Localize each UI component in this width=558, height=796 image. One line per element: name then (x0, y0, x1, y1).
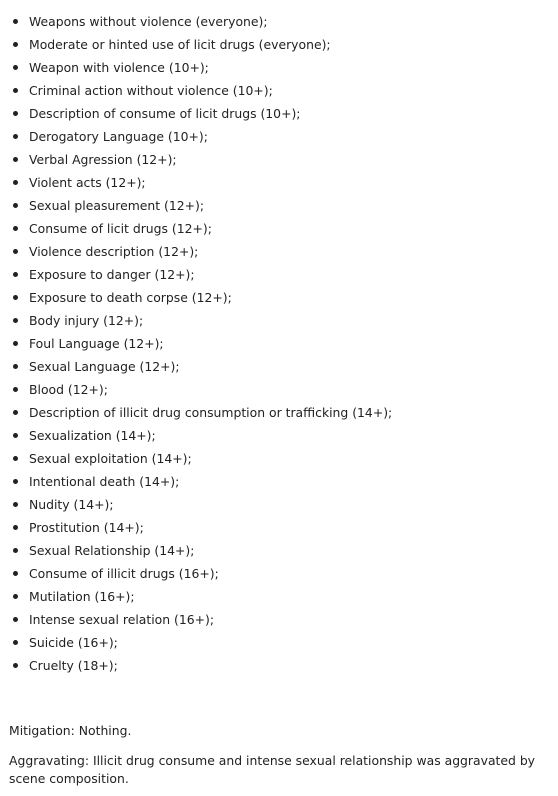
list-item-label: Criminal action without violence (10+); (29, 83, 273, 98)
list-item (13, 631, 550, 654)
list-item-label: Intentional death (14+); (29, 474, 180, 489)
list-item-label: Violent acts (12+); (29, 175, 146, 190)
bullet-icon (13, 249, 18, 254)
list-item (13, 447, 550, 470)
list-item-label: Foul Language (12+); (29, 336, 164, 351)
list-item (13, 33, 550, 56)
list-item-label: Consume of licit drugs (12+); (29, 221, 212, 236)
bullet-icon (13, 663, 18, 668)
list-item-label: Consume of illicit drugs (16+); (29, 566, 219, 581)
bullet-icon (13, 640, 18, 645)
list-item (13, 194, 550, 217)
bullet-icon (13, 180, 18, 185)
bullet-icon (13, 42, 18, 47)
bullet-icon (13, 410, 18, 415)
bullet-icon (13, 111, 18, 116)
list-item (13, 470, 550, 493)
list-item-label: Verbal Agression (12+); (29, 152, 177, 167)
list-item-label: Prostitution (14+); (29, 520, 144, 535)
bullet-icon (13, 387, 18, 392)
list-item (13, 148, 550, 171)
bullet-icon (13, 594, 18, 599)
list-item (13, 125, 550, 148)
bullet-icon (13, 318, 18, 323)
list-item-label: Description of illicit drug consumption or trafficking (14+); (29, 405, 393, 420)
content-area (0, 10, 550, 677)
mitigation-text: Mitigation: Nothing. (9, 723, 132, 738)
list-item (13, 401, 550, 424)
list-item (13, 56, 550, 79)
bullet-icon (13, 272, 18, 277)
bullet-icon (13, 65, 18, 70)
list-item (13, 286, 550, 309)
bullet-icon (13, 502, 18, 507)
list-item (13, 378, 550, 401)
bullet-icon (13, 433, 18, 438)
list-item-label: Weapon with violence (10+); (29, 60, 209, 75)
list-item-label: Description of consume of licit drugs (10+); (29, 106, 301, 121)
list-item (13, 608, 550, 631)
list-item-label: Sexual exploitation (14+); (29, 451, 192, 466)
list-item-label: Cruelty (18+); (29, 658, 118, 673)
list-item-label: Nudity (14+); (29, 497, 114, 512)
list-item-label: Intense sexual relation (16+); (29, 612, 215, 627)
bullet-icon (13, 295, 18, 300)
list-item (13, 355, 550, 378)
list-item-label: Exposure to danger (12+); (29, 267, 195, 282)
bullet-icon (13, 203, 18, 208)
list-item-label: Violence description (12+); (29, 244, 199, 259)
bullet-icon (13, 341, 18, 346)
list-item (13, 79, 550, 102)
list-item (13, 10, 550, 33)
list-item-label: Moderate or hinted use of licit drugs (everyone); (29, 37, 331, 52)
list-item (13, 493, 550, 516)
list-item-label: Blood (12+); (29, 382, 108, 397)
list-item-label: Sexual pleasurement (12+); (29, 198, 205, 213)
list-item (13, 217, 550, 240)
list-item-label: Mutilation (16+); (29, 589, 135, 604)
bullet-icon (13, 617, 18, 622)
bullet-icon (13, 134, 18, 139)
list-item-label: Suicide (16+); (29, 635, 118, 650)
list-item (13, 240, 550, 263)
list-item-label: Exposure to death corpse (12+); (29, 290, 232, 305)
list-item (13, 102, 550, 125)
content-descriptor-list (0, 10, 550, 677)
list-item-label: Derogatory Language (10+); (29, 129, 208, 144)
list-item-label: Sexual Relationship (14+); (29, 543, 195, 558)
list-item-label: Sexual Language (12+); (29, 359, 180, 374)
bullet-icon (13, 548, 18, 553)
list-item (13, 654, 550, 677)
bullet-icon (13, 88, 18, 93)
list-item (13, 516, 550, 539)
bullet-icon (13, 456, 18, 461)
list-item (13, 309, 550, 332)
bullet-icon (13, 479, 18, 484)
bullet-icon (13, 19, 18, 24)
list-item-label: Weapons without violence (everyone); (29, 14, 268, 29)
list-item-label: Sexualization (14+); (29, 428, 156, 443)
bullet-icon (13, 364, 18, 369)
list-item (13, 539, 550, 562)
bullet-icon (13, 571, 18, 576)
bullet-icon (13, 226, 18, 231)
list-item-label: Body injury (12+); (29, 313, 144, 328)
bullet-icon (13, 157, 18, 162)
list-item (13, 562, 550, 585)
list-item (13, 332, 550, 355)
list-item (13, 263, 550, 286)
list-item (13, 424, 550, 447)
aggravating-text: Aggravating: Illicit drug consume and intense sexual relationship was aggravated by scene composition. (9, 753, 536, 786)
list-item (13, 171, 550, 194)
bullet-icon (13, 525, 18, 530)
list-item (13, 585, 550, 608)
